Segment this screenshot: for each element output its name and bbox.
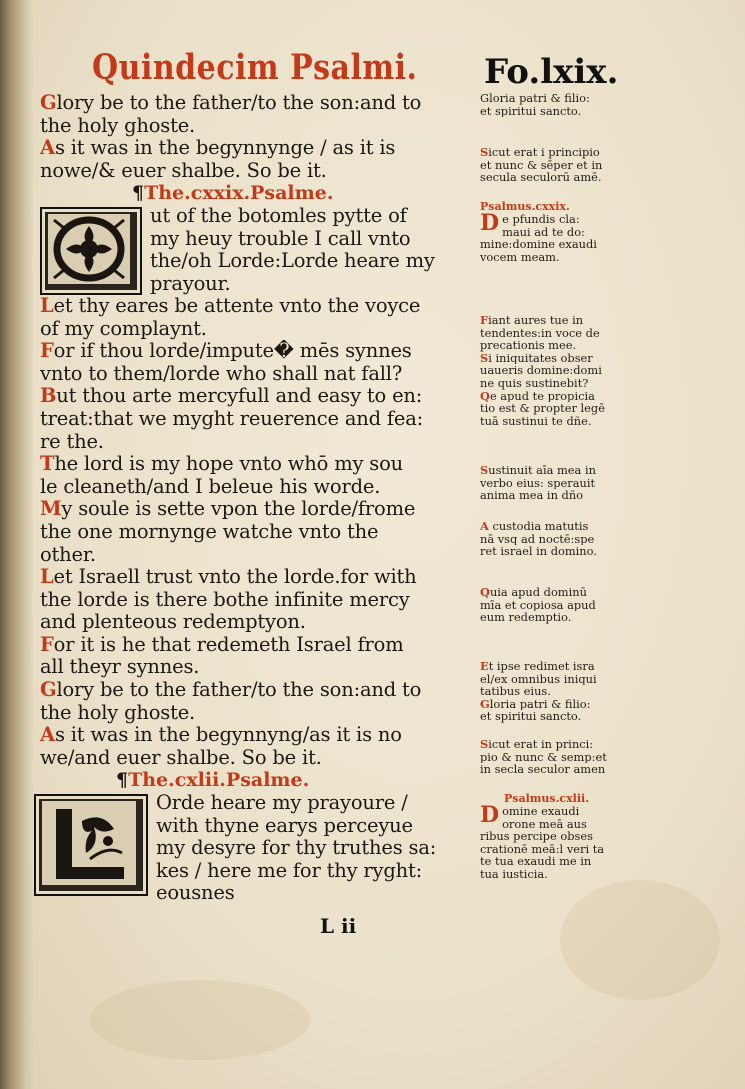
floral-initial-icon (48, 214, 130, 284)
margin-domine-exaudi (480, 792, 630, 881)
margin-text: custodia matutis (488, 520, 589, 533)
margin-text: e apud te propicia (489, 389, 595, 403)
line-text: the one mornynge watche vnto the (40, 520, 379, 543)
page-gutter (0, 0, 34, 1089)
margin-text: iant aures tue in (488, 314, 584, 327)
text-line (40, 408, 470, 431)
line-text: s it was in the begynnyng/as it is no (54, 724, 402, 747)
margin-text: verbo eius: sperauit (480, 476, 596, 490)
margin-de-profundis (480, 200, 630, 263)
text-line: prayour. (150, 272, 231, 295)
margin-rubric: Psalmus.cxlii. (504, 792, 590, 805)
text-line (40, 589, 470, 612)
text-line (40, 318, 470, 341)
margin-text: eum redemptio. (480, 611, 572, 624)
psalm-142-rubric (40, 769, 470, 792)
margin-text: et nunc & sēper et in (480, 158, 603, 172)
red-initial: S (480, 464, 489, 477)
text-line: vocem meam. (480, 250, 560, 264)
psalm-129-opening (40, 205, 470, 295)
margin-line (480, 402, 630, 415)
line-text: et thy eares be attente vnto the voyce (53, 294, 421, 317)
margin-text: uaueris domine:domi (480, 364, 602, 377)
margin-line (480, 159, 630, 172)
margin-line (480, 520, 630, 533)
red-initial: Q (480, 389, 490, 403)
margin-line (480, 364, 630, 377)
text-line: with thyne earys perceyue (156, 814, 413, 837)
text-line: kes / here me for thy ryght: (156, 859, 422, 882)
line-text: the holy ghoste. (40, 114, 196, 137)
text-line (40, 611, 470, 634)
margin-text: pio & nunc & semp:et (480, 750, 607, 764)
margin-text: nā vsq ad noctē:spe (480, 532, 595, 546)
line-text: he lord is my hope vnto whō my sou (54, 453, 404, 476)
margin-line (480, 586, 630, 599)
rubric-text: The.cxxix.Psalme. (144, 182, 334, 205)
text-line (40, 747, 470, 770)
text-line (40, 363, 470, 386)
text-line: e pfundis cla: (502, 213, 580, 226)
line-text: we/and euer shalbe. So be it. (40, 746, 322, 769)
folio-number: Fo.lxix. (484, 52, 619, 92)
red-initial: G (40, 679, 57, 702)
line-text: s it was in the begynnynge / as it is (54, 137, 396, 160)
margin-line (480, 698, 630, 711)
english-text-column (40, 92, 470, 905)
text-line (40, 295, 470, 318)
margin-capital: D (480, 210, 500, 236)
margin-a-custodia (480, 520, 630, 558)
margin-text: mīa et copiosa apud (480, 598, 596, 612)
text-line (40, 385, 470, 408)
margin-text: t ipse redimet isra (488, 660, 595, 673)
text-line: the/oh Lorde:Lorde heare my (150, 250, 435, 273)
text-line: te tua exaudi me in (480, 855, 592, 868)
decorated-initial-o (40, 207, 142, 295)
margin-line (480, 685, 630, 698)
text-line: crationē meā:l veri ta (480, 842, 605, 856)
text-line (40, 340, 470, 363)
line-text: le cleaneth/and I beleue his worde. (40, 475, 381, 498)
red-initial: T (40, 453, 55, 476)
margin-line (480, 146, 630, 159)
margin-line (480, 660, 630, 673)
line-text: treat:that we myght reuerence and fea: (40, 407, 424, 430)
line-text: or it is he that redemeth Israel from (53, 633, 404, 656)
text-line (40, 656, 470, 679)
text-line: tua iusticia. (480, 867, 548, 881)
red-initial: A (40, 137, 55, 160)
line-text: ut thou arte mercyfull and easy to en: (56, 385, 423, 408)
margin-quia-apud (480, 586, 630, 624)
red-initial: B (40, 385, 57, 408)
paper-stain (560, 880, 720, 1000)
paper-stain (90, 980, 310, 1060)
red-initial: S (480, 351, 489, 365)
red-initial: F (40, 340, 54, 363)
text-line: my heuy trouble I call vnto (150, 227, 411, 250)
margin-sicut-erat-2 (480, 738, 630, 776)
text-line (40, 137, 470, 160)
margin-capital: D (480, 802, 500, 828)
margin-text: ret israel in domino. (480, 545, 597, 558)
margin-line (480, 533, 630, 546)
pilcrow: ¶ (132, 182, 145, 205)
psalm-129-rubric (40, 182, 470, 205)
margin-sustinuit (480, 464, 630, 502)
margin-line (480, 377, 630, 390)
text-line: Gloria patri & filio: (480, 92, 590, 105)
margin-line (480, 339, 630, 352)
line-text: y soule is sette vpon the lorde/frome (61, 498, 416, 521)
margin-text: tuā sustinui te dñe. (480, 414, 592, 428)
margin-fiant-aures (480, 314, 630, 427)
line-text: et Israell trust vnto the lorde.for with (53, 566, 417, 589)
text-line (40, 476, 470, 499)
margin-text: icut erat in princi: (488, 738, 594, 751)
text-line (40, 634, 470, 657)
margin-text: i iniquitates obser (488, 351, 593, 365)
margin-line (480, 545, 630, 558)
line-text: all theyr synnes. (40, 656, 200, 679)
text-line: eousnes (156, 882, 235, 905)
text-line (40, 702, 470, 725)
text-line (40, 521, 470, 544)
red-initial: A (480, 520, 489, 533)
psalm-129-verses (40, 295, 470, 769)
margin-text: ne quis sustinebit? (480, 376, 589, 390)
line-text: nowe/& euer shalbe. So be it. (40, 159, 327, 182)
margin-text: icut erat i principio (488, 146, 600, 159)
red-initial: L (40, 294, 54, 317)
text-line: maui ad te do: (502, 225, 585, 239)
line-text: lory be to the father/to the son:and to (56, 679, 422, 702)
text-line: orone meā aus (502, 817, 587, 831)
gloria-block (40, 92, 470, 182)
running-title: Quindecim Psalmi. (92, 48, 418, 89)
red-initial: F (40, 633, 54, 656)
text-line: et spiritui sancto. (480, 104, 582, 118)
margin-text: ustinuit aīa mea in (488, 464, 596, 477)
text-line (40, 160, 470, 183)
text-line: omine exaudi (502, 805, 580, 818)
margin-line (480, 415, 630, 428)
margin-text: in secla seculor amen (480, 763, 606, 776)
margin-line (480, 464, 630, 477)
margin-rubric: Psalmus.cxxix. (480, 200, 570, 213)
line-text: of my complaynt. (40, 317, 207, 340)
red-initial: L (40, 566, 54, 589)
line-text: or if thou lorde/impute� mēs synnes (53, 340, 412, 363)
margin-line (480, 751, 630, 764)
margin-line (480, 352, 630, 365)
text-line (40, 115, 470, 138)
margin-line (480, 489, 630, 502)
red-initial: S (480, 146, 489, 159)
text-line (40, 566, 470, 589)
red-initial: E (480, 660, 489, 673)
text-line (40, 498, 470, 521)
margin-line (480, 611, 630, 624)
margin-line (480, 314, 630, 327)
margin-line (480, 599, 630, 612)
text-line (40, 92, 470, 115)
text-line: ribus percipe obses (480, 830, 593, 843)
margin-text: tio est & propter legē (480, 402, 605, 415)
margin-text: tatibus eius. (480, 685, 551, 698)
line-text: and plenteous redemptyon. (40, 611, 306, 634)
red-initial: F (480, 314, 489, 327)
red-initial: M (40, 498, 62, 521)
red-initial: G (480, 697, 490, 711)
line-text: re the. (40, 430, 104, 453)
red-initial: Q (480, 586, 490, 599)
margin-text: uia apud dominū (489, 586, 587, 599)
text-line (40, 431, 470, 454)
margin-line (480, 477, 630, 490)
margin-text: loria patri & filio: (489, 697, 591, 711)
margin-text: secula seculorū amē. (480, 171, 602, 184)
pilcrow: ¶ (116, 769, 129, 792)
text-line (40, 679, 470, 702)
text-line: ut of the botomles pytte of (150, 204, 407, 227)
margin-line (480, 327, 630, 340)
margin-line (480, 390, 630, 403)
line-text: other. (40, 543, 96, 566)
margin-line (480, 710, 630, 723)
text-line (40, 453, 470, 476)
line-text: vnto to them/lorde who shall nat fall? (40, 362, 403, 385)
floral-initial-icon (42, 801, 136, 885)
red-initial: G (40, 92, 57, 114)
margin-gloria (480, 92, 630, 117)
text-line (40, 544, 470, 567)
margin-text: tendentes:in voce de (480, 326, 600, 340)
margin-et-ipse (480, 660, 630, 723)
line-text: the lorde is there bothe infinite mercy (40, 588, 410, 611)
margin-text: et spiritui sancto. (480, 710, 582, 723)
text-line: my desyre for thy truthes sa: (156, 837, 437, 860)
decorated-initial-l (34, 794, 148, 896)
margin-line (480, 763, 630, 776)
line-text: the holy ghoste. (40, 701, 196, 724)
margin-text: precationis mee. (480, 339, 577, 352)
rubric-text: The.cxlii.Psalme. (128, 769, 310, 792)
red-initial: A (40, 724, 55, 747)
margin-text: anima mea in dño (480, 489, 584, 502)
margin-line (480, 171, 630, 184)
margin-line (480, 738, 630, 751)
psalm-142-opening (40, 792, 470, 905)
signature-mark: L ii (320, 914, 357, 938)
margin-line (480, 673, 630, 686)
red-initial: S (480, 738, 489, 751)
margin-sicut-erat (480, 146, 630, 184)
line-text: lory be to the father/to the son:and to (56, 92, 422, 114)
text-line: mine:domine exaudi (480, 238, 597, 251)
text-line: Orde heare my prayoure / (156, 792, 408, 815)
margin-text: el/ex omnibus iniqui (480, 672, 597, 686)
text-line (40, 724, 470, 747)
